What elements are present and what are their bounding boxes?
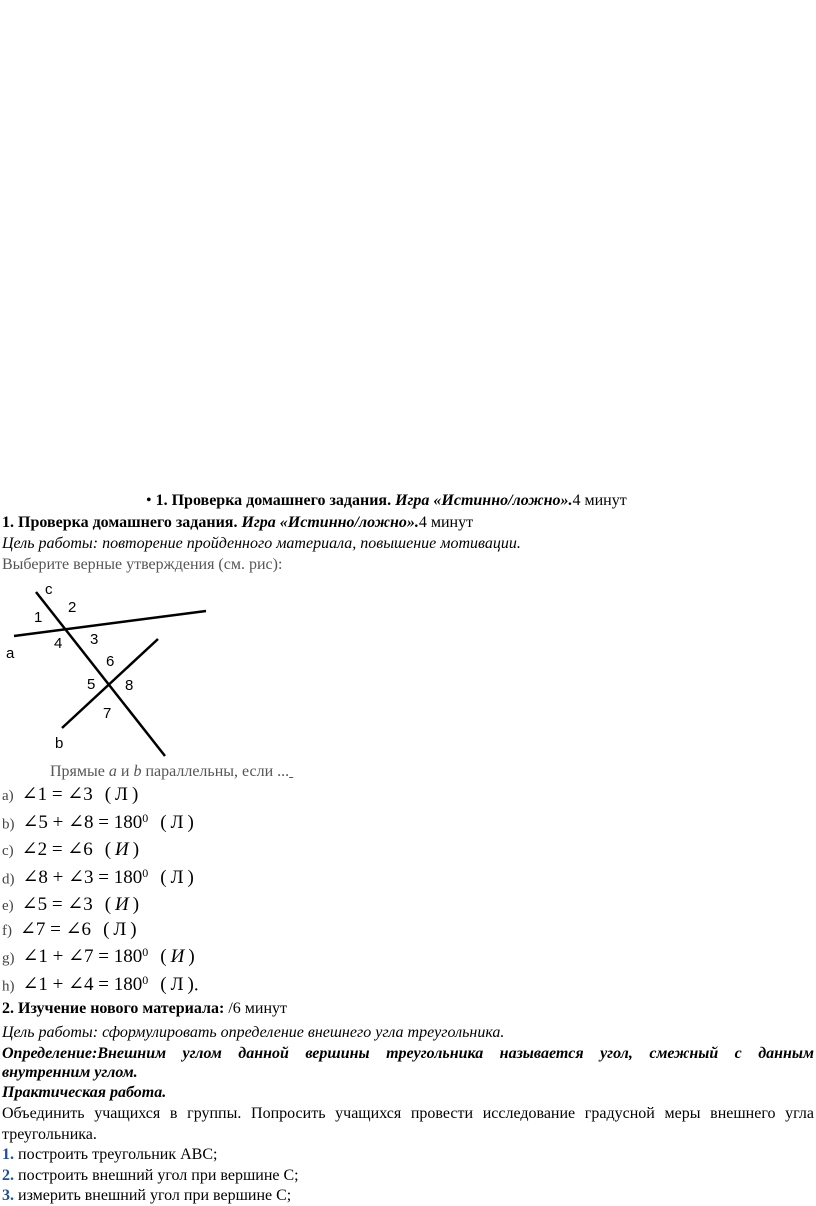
- option-answer: ( Л ): [160, 974, 194, 996]
- step-text: построить внешний угол при вершине С;: [18, 1167, 299, 1184]
- heading2-title: 2. Изучение нового материала:: [2, 1000, 225, 1017]
- heading1-title: 1. Проверка домашнего задания: [2, 514, 234, 531]
- instruction: Выберите верные утверждения (см. рис):: [2, 556, 283, 573]
- question-b: b: [133, 763, 142, 780]
- section-heading-2: [2, 1000, 287, 1018]
- step-item: [2, 1167, 299, 1185]
- option-letter: h): [2, 978, 15, 995]
- option-degree: 0: [142, 945, 149, 959]
- heading1-sep: .: [233, 514, 238, 531]
- group-task-line-2: треугольника.: [2, 1126, 97, 1143]
- label-3: 3: [90, 631, 99, 648]
- bullet-icon: •: [146, 492, 152, 509]
- bullet-heading-time: 4 минут: [572, 492, 627, 509]
- group-task-line-1: Объединить учащихся в группы. Попросить учащихся провести исследование градусной меры внешнего угла: [2, 1105, 814, 1122]
- label-2: 2: [68, 599, 77, 616]
- label-8: 8: [125, 677, 134, 694]
- option-letter: g): [2, 950, 15, 967]
- option-answer: ( И ): [160, 946, 195, 968]
- option-letter: a): [2, 788, 14, 804]
- line-c: [36, 592, 165, 756]
- practical-heading: Практическая работа.: [2, 1084, 167, 1101]
- bullet-heading: [146, 492, 627, 510]
- question-prefix: Прямые: [50, 763, 105, 780]
- option-expression: ∠5 + ∠8 = 180: [22, 812, 143, 834]
- option-expression: ∠1 + ∠7 = 180: [22, 946, 143, 968]
- option-answer: ( Л ): [103, 919, 137, 940]
- definition-line-1: Определение:Внешним углом данной вершины треугольника называется угол, смежный с данным: [2, 1045, 814, 1062]
- step-number: 3.: [2, 1187, 14, 1204]
- option-expression: ∠1 + ∠4 = 180: [22, 974, 143, 996]
- option-tail: .: [193, 974, 199, 996]
- step-number: 1.: [2, 1146, 14, 1163]
- option-row: [2, 918, 137, 941]
- goal-2: Цель работы: сформулировать определение внешнего угла треугольника.: [2, 1024, 505, 1041]
- step-number: 2.: [2, 1167, 14, 1184]
- option-expression: ∠5 = ∠3: [21, 894, 93, 915]
- option-row: [2, 973, 199, 996]
- label-a: a: [6, 645, 15, 662]
- option-row: [2, 838, 139, 861]
- bullet-heading-sep: .: [387, 492, 392, 509]
- heading1-time: 4 минут: [418, 514, 474, 531]
- option-letter: e): [2, 898, 14, 914]
- label-1: 1: [34, 609, 43, 626]
- option-letter: f): [2, 923, 12, 939]
- option-answer: ( И ): [104, 894, 140, 915]
- option-answer: ( И ): [104, 839, 140, 860]
- goal-1: Цель работы: повторение пройденного материала, повышение мотивации.: [2, 535, 521, 552]
- option-row: [2, 893, 139, 916]
- option-expression: ∠8 + ∠3 = 180: [22, 867, 143, 889]
- bullet-heading-title: 1. Проверка домашнего задания: [155, 492, 388, 509]
- heading2-time: /6 минут: [228, 1000, 288, 1017]
- lines-figure: [0, 576, 215, 761]
- option-degree: 0: [142, 866, 149, 880]
- definition-line-2: внутренним углом.: [2, 1064, 138, 1081]
- option-row: [2, 811, 194, 834]
- label-5: 5: [87, 676, 96, 693]
- option-letter: d): [2, 871, 15, 888]
- label-7: 7: [103, 705, 112, 722]
- heading1-game: Игра «Истинно/ложно».: [241, 514, 419, 531]
- step-text: построить треугольник АВС;: [18, 1146, 218, 1163]
- option-expression: ∠1 = ∠3: [21, 784, 93, 805]
- question-and: и: [120, 763, 130, 780]
- label-6: 6: [106, 653, 115, 670]
- label-4: 4: [54, 635, 63, 652]
- option-expression: ∠2 = ∠6: [21, 839, 93, 860]
- option-row: [2, 945, 195, 968]
- question: [50, 763, 293, 781]
- bullet-heading-game: Игра «Истинно/ложно».: [395, 492, 573, 509]
- option-expression: ∠7 = ∠6: [20, 919, 92, 940]
- section-heading-1: [2, 514, 473, 532]
- step-text: измерить внешний угол при вершине С;: [18, 1187, 292, 1204]
- option-degree: 0: [142, 973, 149, 987]
- step-item: [2, 1187, 291, 1205]
- question-a: a: [108, 763, 117, 780]
- option-row: [2, 783, 138, 806]
- option-answer: ( Л ): [160, 812, 194, 834]
- option-answer: ( Л ): [104, 784, 139, 805]
- step-item: [2, 1146, 217, 1164]
- option-degree: 0: [142, 811, 149, 825]
- question-suffix: параллельны, если ...: [145, 763, 290, 780]
- option-letter: c): [2, 843, 14, 859]
- option-row: [2, 866, 194, 889]
- option-letter: b): [2, 816, 15, 833]
- option-answer: ( Л ): [160, 867, 194, 889]
- line-a: [14, 611, 206, 636]
- label-b: b: [55, 735, 64, 752]
- label-c: c: [45, 581, 53, 598]
